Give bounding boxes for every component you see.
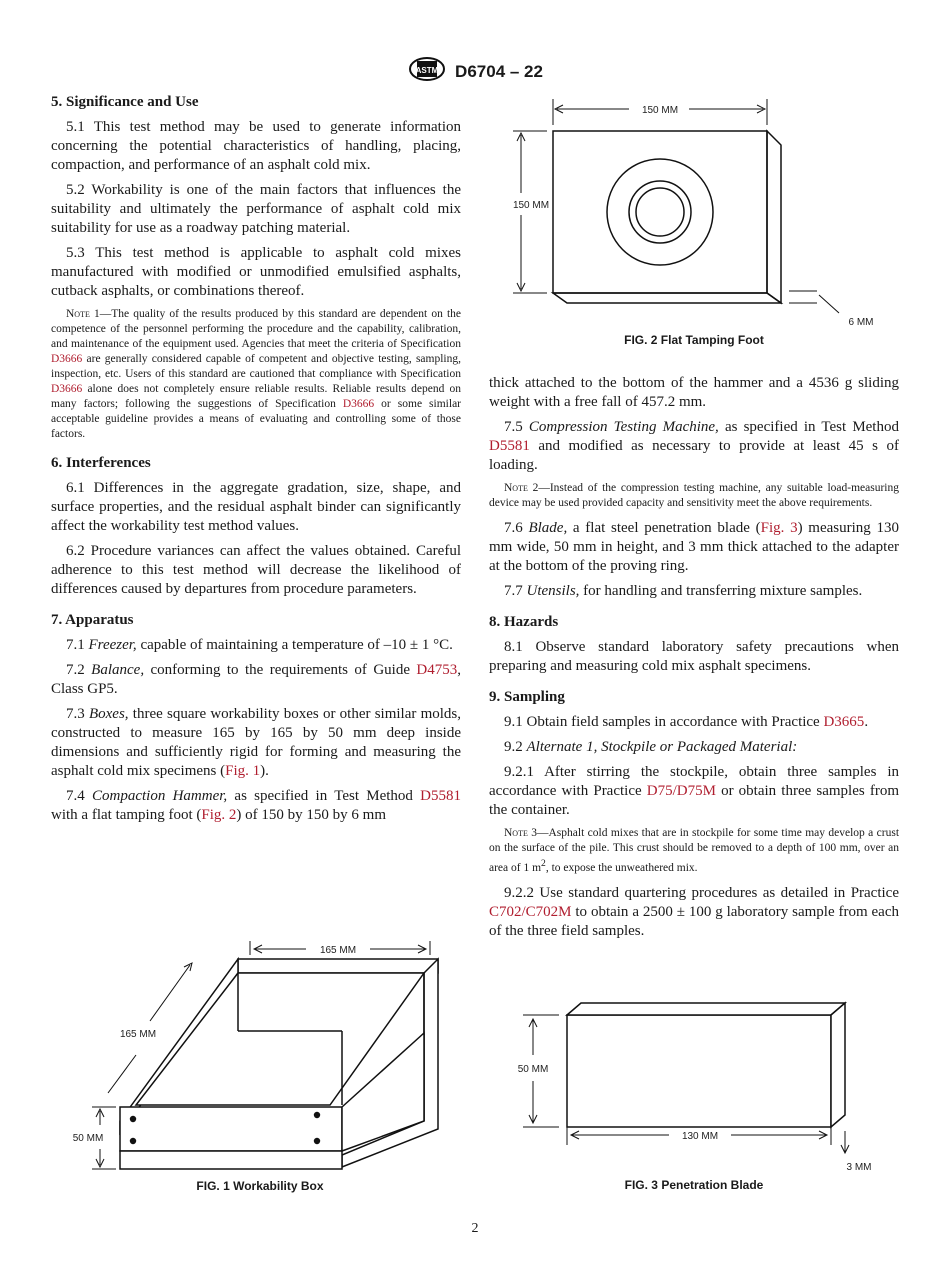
section-7-title: 7. Apparatus [51,612,134,628]
workability-box-drawing [60,935,460,1175]
section-8-title: 8. Hazards [489,614,559,630]
flat-tamping-foot-drawing [489,95,899,335]
note-1-text-c: alone does not completely ensure reliable results. Reliable results depend on many factors; following the suggestions of Specification [51,383,461,410]
term: Boxes, [88,706,129,722]
para-7-4 [51,787,461,825]
ref-fig3-link[interactable]: Fig. 3 [760,520,798,536]
para-text: three square workability boxes or other similar molds, constructed to measure 165 by 165 by 50 mm deep inside dimensions and sufficiently rigid for forming and measuring the asphalt cold mix specimens ( [51,706,462,779]
ref-d3665-link[interactable]: D3665 [823,714,865,730]
para-text: . [864,714,869,730]
para-text: capable of maintaining a temperature of –10 ± 1 °C. [136,637,453,653]
note-1-text-d: or some similar acceptable guideline provides a means of evaluating and controlling some of those factors. [51,398,461,440]
fig3-caption: FIG. 3 Penetration Blade [624,1178,764,1192]
para-number: 7.7 [504,583,527,599]
term: Compression Testing Machine, [528,419,719,435]
term: Freezer, [88,637,137,653]
para-number: 7.5 [504,419,529,435]
para-8-1: 8.1 Observe standard laboratory safety precautions when preparing and measuring cold mix asphalt specimens. [489,639,899,674]
note-1-text-a: —The quality of the results produced by this standard are dependent on the competence of the personnel performing the procedure and the capability, calibration, and maintenance of the equipment used. Agencies that meet the criteria of Specification [51,308,462,350]
para-6-1: 6.1 Differences in the aggregate gradation, size, shape, and surface properties, and the residual asphalt binder can significantly affect the workability test method values. [51,480,461,534]
para-text: 9.2.1 After stirring the stockpile, obtain three samples in accordance with Practice [489,764,899,799]
para-number: 7.4 [66,788,92,804]
astm-logo-icon [407,56,447,87]
left-column [51,93,461,831]
figure-3 [489,995,899,1200]
para-text: to obtain a 2500 ± 100 g laboratory sample from each of the three field samples. [489,903,899,939]
para-7-7 [489,582,899,601]
fig2-height-label: 150 MM [512,200,550,211]
term: Compaction Hammer, [92,788,228,804]
ref-d75-link[interactable]: D75/D75M [646,783,716,799]
note-3-label: Note 3 [504,827,537,839]
ref-c702-link[interactable]: C702/C702M [489,903,572,920]
section-5-title: 5. Significance and Use [51,94,199,110]
fig2-caption: FIG. 2 Flat Tamping Foot [624,333,764,347]
ref-fig2-link[interactable]: Fig. 2 [201,807,237,823]
note-3 [489,826,899,876]
para-text: conforming to the requirements of Guide [144,662,417,678]
para-text: as specified in Test Method [227,788,421,804]
para-7-1 [51,636,461,655]
fig1-height-label: 50 MM [72,1133,104,1144]
para-5-1: 5.1 This test method may be used to generate information concerning the potential characteristics of handling, placing, compaction, and performance of an asphalt cold mix. [51,119,461,173]
para-7-3 [51,705,461,781]
para-number: 9.2 [504,739,527,755]
para-6-2: 6.2 Procedure variances can affect the values obtained. Careful adherence to this test method will decrease the likelihood of differences caused by departures from procedure parameters. [51,543,461,597]
para-number: 7.1 [66,637,89,653]
document-number: D6704 – 22 [455,61,543,81]
note-2 [489,481,899,511]
page-number: 2 [471,1221,479,1236]
para-5-3: 5.3 This test method is applicable to asphalt cold mixes manufactured with modified or unmodified emulsified asphalts, cutback asphalts, or combinations thereof. [51,245,461,299]
fig3-width-label: 130 MM [681,1131,719,1142]
fig1-caption: FIG. 1 Workability Box [196,1179,324,1193]
term: Blade, [528,520,568,536]
para-7-4-continued: thick attached to the bottom of the hammer and a 4536 g sliding weight with a free fall of 457.2 mm. [489,375,899,410]
term: Alternate 1, Stockpile or Packaged Material: [526,739,798,755]
para-9-2 [489,738,899,757]
ref-d4753-link[interactable]: D4753 [416,662,458,678]
para-text: as specified in Test Method [718,419,899,435]
para-9-1 [489,713,899,732]
section-6-title: 6. Interferences [51,455,151,471]
note-1-label: Note 1 [66,308,100,320]
para-7-6 [489,519,899,576]
ref-d5581-link[interactable]: D5581 [420,788,461,804]
fig3-height-label: 50 MM [517,1064,549,1075]
para-number: 7.2 [66,662,92,678]
note-3-superscript: 2 [541,858,546,869]
ref-d5581-link[interactable]: D5581 [489,438,530,454]
para-text: and modified as necessary to provide at least 45 s of loading. [489,438,899,473]
ref-d3666-link[interactable]: D3666 [51,383,83,395]
note-3-text-b: , to expose the unweathered mix. [545,861,698,874]
page-header [0,56,950,87]
term: Balance, [91,662,145,678]
figure-2 [489,95,899,355]
ref-fig1-link[interactable]: Fig. 1 [225,763,261,779]
note-1 [51,307,461,442]
para-text: , Class GP5. [51,662,462,697]
para-7-5 [489,418,899,475]
para-9-2-2 [489,884,899,941]
para-9-2-1 [489,763,899,820]
note-1-text-b: are generally considered capable of competent and objective testing, sampling, inspection, etc. Users of this standard are cautioned that compliance with Specification [51,353,461,380]
para-text: ) measuring 130 mm wide, 50 mm in height, and 3 mm thick attached to the adapter at the bottom of the proving ring. [489,520,900,574]
note-2-label: Note 2 [504,482,539,494]
right-column [489,374,899,947]
para-text: 9.2.2 Use standard quartering procedures as detailed in Practice [504,884,899,901]
para-text: a flat steel penetration blade ( [567,520,761,536]
para-number: 7.3 [66,706,89,722]
para-text: for handling and transferring mixture samples. [579,583,863,599]
para-text: with a flat tamping foot ( [51,807,202,823]
term: Utensils, [526,583,580,599]
figure-1 [60,935,460,1200]
fig2-width-label: 150 MM [641,105,679,116]
para-text: ) of 150 by 150 by 6 mm [236,807,386,823]
fig2-thickness-label: 6 MM [848,317,874,328]
para-text: ). [260,763,269,779]
para-text: 9.1 Obtain field samples in accordance with Practice [504,714,824,730]
para-7-2 [51,661,461,699]
ref-d3666-link[interactable]: D3666 [342,398,375,410]
para-5-2: 5.2 Workability is one of the main factors that influences the suitability and ultimately the performance of asphalt cold mix suitability for use as a roadway patching material. [51,182,461,236]
fig3-thickness-label: 3 MM [846,1162,872,1173]
fig1-width-label: 165 MM [319,945,357,956]
penetration-blade-drawing [489,995,899,1180]
fig1-depth-label: 165 MM [119,1029,157,1040]
logo-text: ASTM [415,66,439,75]
para-number: 7.6 [504,520,529,536]
ref-d3666-link[interactable]: D3666 [51,353,83,365]
note-2-text: —Instead of the compression testing machine, any suitable load-measuring device may be used provided capacity and sensitivity meet the above requirements. [489,482,900,509]
section-9-title: 9. Sampling [489,689,565,705]
note-3-text-a: —Asphalt cold mixes that are in stockpile for some time may develop a crust on the surface of the pile. This crust should be removed to a depth of 100 mm, over an area of 1 m [489,827,900,874]
para-text: or obtain three samples from the container. [489,783,899,818]
